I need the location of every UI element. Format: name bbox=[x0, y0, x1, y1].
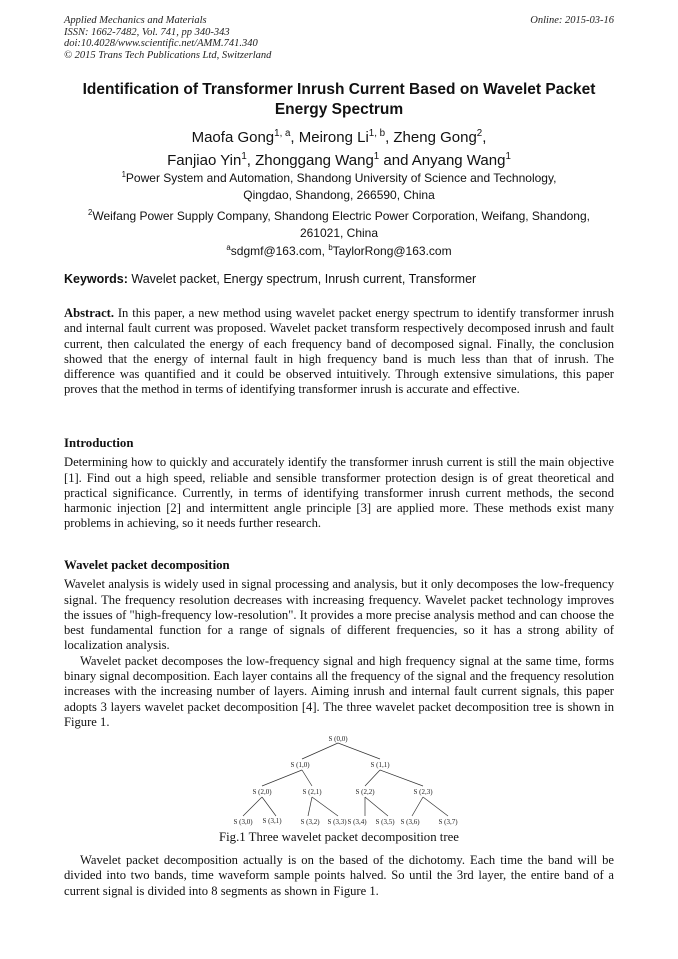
keywords bbox=[64, 272, 614, 287]
author: Fanjiao Yin bbox=[167, 152, 242, 169]
online-date: Online: 2015-03-16 bbox=[530, 15, 614, 26]
tree-node: S (3,4) bbox=[347, 818, 367, 826]
author: , Zheng Gong bbox=[385, 129, 477, 146]
journal-header bbox=[64, 15, 271, 61]
tree-node: S (3,0) bbox=[233, 818, 253, 826]
author: and Anyang Wang bbox=[379, 152, 506, 169]
tree-node: S (3,6) bbox=[400, 818, 420, 826]
keywords-text: Wavelet packet, Energy spectrum, Inrush current, Transformer bbox=[127, 272, 477, 286]
tree-node: S (3,2) bbox=[300, 818, 320, 826]
keywords-label: Keywords: bbox=[64, 272, 128, 286]
paragraph: Determining how to quickly and accurately identify the transformer inrush current is still the main objective [1]. Find out a high speed, reliable and sensible transformer protection design is of great theoretical and practical significance. Currently, in terms of identifying transformer inrush current methods, the second harmonic injection [2] and intermittent angle principle [3] are applied more. These methods exist many problems in achieving, so it needs further research. bbox=[64, 455, 614, 531]
author-sup: 1 bbox=[373, 151, 380, 162]
tree-node: S (2,3) bbox=[413, 788, 433, 796]
paragraph: Wavelet packet decomposes the low-frequency signal and high frequency signal at the same time, forms binary signal decomposition. Each layer contains all the frequency of the signal and the frequency resolution increases with the increasing number of layers. Aiming inrush and internal fault current signals, this paper adopts 3 layers wavelet packet decomposition [4]. The three wavelet packet decomposition tree is shown in Figure 1. bbox=[64, 653, 614, 729]
tree-edges bbox=[243, 743, 448, 816]
tree-node: S (3,5) bbox=[375, 818, 395, 826]
email: TaylorRong@163.com bbox=[332, 244, 452, 258]
doi: doi:10.4028/www.scientific.net/AMM.741.340 bbox=[64, 38, 258, 49]
tree-node: S (2,1) bbox=[302, 788, 322, 796]
aff-text: Power System and Automation, Shandong University of Science and Technology, Qingdao, Shandong, 266590, China bbox=[125, 171, 557, 202]
author-sup: 1, b bbox=[368, 128, 386, 139]
author: , Zhonggang Wang bbox=[246, 152, 374, 169]
abstract bbox=[64, 306, 614, 398]
author: , Meirong Li bbox=[290, 129, 369, 146]
wpd-section bbox=[64, 558, 614, 730]
affiliation-2 bbox=[64, 204, 614, 242]
email-sup: a bbox=[226, 243, 231, 252]
comma: , bbox=[482, 129, 487, 146]
email-sup: b bbox=[328, 243, 333, 252]
abstract-text: In this paper, a new method using wavelet packet energy spectrum to identify transformer inrush and internal fault current was proposed. Wavelet packet transform respectively decomposed inrush and fault current, then calculated the energy of each frequency band of decomposed signal. Finally, the conclusion showed that the energy of internal fault in high frequency band is much less than that of inrush. The difference was quantified and it could be observed intuitively. Through extensive simulations, this paper proves that the method in terms of identifying transformer inrush is accurate and effective. bbox=[64, 306, 614, 397]
tree-node: S (1,1) bbox=[370, 761, 390, 769]
aff-sup: 1 bbox=[121, 170, 126, 179]
affiliation-1 bbox=[64, 166, 614, 204]
author-sup: 1 bbox=[505, 151, 511, 162]
tree-node: S (3,7) bbox=[438, 818, 458, 826]
email: sdgmf@163.com, bbox=[230, 244, 329, 258]
aff-sup: 2 bbox=[88, 208, 93, 217]
issn: ISSN: 1662-7482, Vol. 741, pp 340-343 bbox=[64, 26, 230, 38]
tree-node: S (3,1) bbox=[262, 817, 282, 825]
author-sup: 2 bbox=[476, 128, 483, 139]
tree-node: S (0,0) bbox=[328, 735, 348, 743]
tree-node: S (2,0) bbox=[252, 788, 272, 796]
tree-node: S (3,3) bbox=[327, 818, 347, 826]
paragraph: Wavelet analysis is widely used in signal processing and analysis, but it only decomposes the low-frequency signal. The frequency resolution decreases with increasing frequency. Wavelet packet technology improves the issues of "high-frequency low-resolution". It provides a more precise analysis method and can choose the best fundamental function for a range of signals of different frequencies, so it has a strong ability of localization analysis. bbox=[64, 577, 614, 653]
tree-node: S (1,0) bbox=[290, 761, 310, 769]
journal-name: Applied Mechanics and Materials bbox=[64, 15, 207, 26]
author: Maofa Gong bbox=[191, 129, 275, 146]
decomposition-tree-figure bbox=[230, 730, 470, 830]
introduction-section bbox=[64, 436, 614, 532]
authors bbox=[64, 124, 614, 170]
author-sup: 1, a bbox=[274, 128, 291, 139]
paragraph: Wavelet packet decomposition actually is on the based of the dichotomy. Each time the band will be divided into two bands, time waveform sample points halved. So until the 3rd layer, the entire band of a current signal is divided into 8 segments as shown in Figure 1. bbox=[64, 853, 614, 898]
aff-text: Weifang Power Supply Company, Shandong Electric Power Corporation, Weifang, Shandong, 261021, China bbox=[92, 209, 590, 240]
author-sup: 1 bbox=[241, 151, 247, 162]
tree-node: S (2,2) bbox=[355, 788, 375, 796]
copyright: © 2015 Trans Tech Publications Ltd, Switzerland bbox=[64, 49, 272, 61]
emails bbox=[64, 239, 614, 260]
figure-caption: Fig.1 Three wavelet packet decomposition tree bbox=[219, 830, 459, 844]
section-heading: Wavelet packet decomposition bbox=[64, 558, 230, 572]
paper-title: Identification of Transformer Inrush Current Based on Wavelet Packet Energy Spectrum bbox=[82, 81, 596, 118]
abstract-label: Abstract. bbox=[64, 306, 115, 320]
section-heading: Introduction bbox=[64, 436, 134, 450]
